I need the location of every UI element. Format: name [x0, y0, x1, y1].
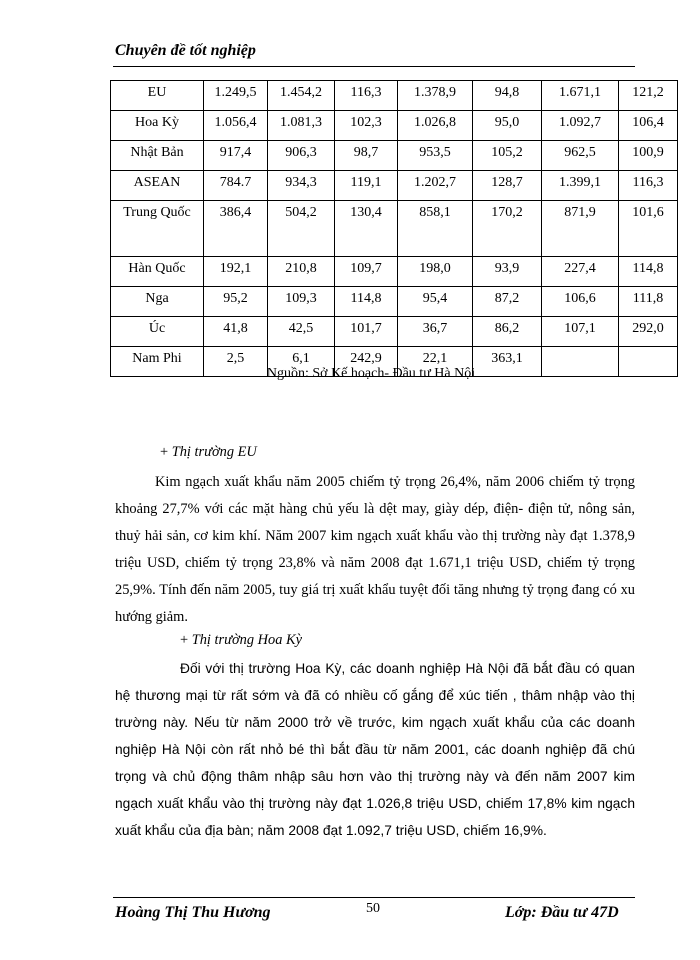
table-cell: 121,2: [619, 81, 678, 111]
table-row-label: EU: [111, 81, 204, 111]
heading-us-text: Thị trường Hoa Kỳ: [191, 632, 303, 648]
table-cell: 1.026,8: [398, 111, 473, 141]
heading-eu-text: Thị trường EU: [171, 444, 257, 460]
table-cell: 101,6: [619, 201, 678, 257]
table-cell: 114,8: [335, 287, 398, 317]
table-cell: 198,0: [398, 257, 473, 287]
table-cell: 101,7: [335, 317, 398, 347]
heading-us-market: [180, 632, 302, 649]
table-cell: 1.378,9: [398, 81, 473, 111]
table-cell: 1.454,2: [268, 81, 335, 111]
table-cell: 934,3: [268, 171, 335, 201]
table-cell: 100,9: [619, 141, 678, 171]
table-cell: 116,3: [619, 171, 678, 201]
table-source: Nguồn: Sở Kế hoạch- Đầu tư Hà Nội: [266, 366, 476, 381]
heading-eu-market: [160, 444, 257, 461]
table-cell: 106,6: [542, 287, 619, 317]
page-number: 50: [366, 901, 380, 916]
table-row-label: Nhật Bản: [111, 141, 204, 171]
table-cell: 36,7: [398, 317, 473, 347]
table-cell: 42,5: [268, 317, 335, 347]
table-cell: 95,2: [204, 287, 268, 317]
table-cell: 128,7: [473, 171, 542, 201]
table-cell: 962,5: [542, 141, 619, 171]
table-cell: 1.249,5: [204, 81, 268, 111]
table-cell: 106,4: [619, 111, 678, 141]
table-cell: 98,7: [335, 141, 398, 171]
table-cell: 858,1: [398, 201, 473, 257]
footer-class: Lớp: Đầu tư 47D: [505, 904, 619, 921]
heading-eu-bullet: +: [160, 444, 169, 460]
table-cell: 86,2: [473, 317, 542, 347]
table-cell: 1.399,1: [542, 171, 619, 201]
table-cell: 871,9: [542, 201, 619, 257]
table-cell: 109,3: [268, 287, 335, 317]
table-cell: 102,3: [335, 111, 398, 141]
table-cell: 6,1: [268, 347, 335, 377]
table-cell: 504,2: [268, 201, 335, 257]
table-cell: 114,8: [619, 257, 678, 287]
table-row: [111, 171, 678, 201]
table-cell: 119,1: [335, 171, 398, 201]
table-cell: 41,8: [204, 317, 268, 347]
table-row: [111, 287, 678, 317]
table-row: [111, 111, 678, 141]
table-cell: 1.092,7: [542, 111, 619, 141]
table-cell: 1.081,3: [268, 111, 335, 141]
table-row-label: Hoa Kỳ: [111, 111, 204, 141]
table-cell: 170,2: [473, 201, 542, 257]
table-cell: 116,3: [335, 81, 398, 111]
paragraph-us-market: Đối với thị trường Hoa Kỳ, các doanh nghiệp Hà Nội đã bắt đầu có quan hệ thương mại từ rất sớm và đã có nhiều cố gắng để xúc tiến , thâm nhập vào thị trường này. Nếu từ năm 2000 trở về trước, kim ngạch xuất khẩu của các doanh nghiệp Hà Nội còn rất nhỏ bé thì bắt đầu từ năm 2001, các doanh nghiệp đã chú trọng và chủ động thâm nhập sâu hơn vào thị trường này và đến năm 2007 kim ngạch xuất khẩu vào thị trường này đạt 1.026,8 triệu USD, chiếm 17,8% kim ngạch xuất khẩu của địa bàn; năm 2008 đạt 1.092,7 triệu USD, chiếm 16,9%.: [115, 661, 635, 838]
table-cell: 1.056,4: [204, 111, 268, 141]
table-cell: 906,3: [268, 141, 335, 171]
table-row: [111, 257, 678, 287]
table-row-label: Hàn Quốc: [111, 257, 204, 287]
table-cell: 363,1: [473, 347, 542, 377]
table-row: [111, 141, 678, 171]
table-row: [111, 81, 678, 111]
table-row-label: Nam Phi: [111, 347, 204, 377]
table-cell: 107,1: [542, 317, 619, 347]
export-market-table: [110, 80, 678, 377]
table-cell: 94,8: [473, 81, 542, 111]
table-cell: 192,1: [204, 257, 268, 287]
table-cell: 953,5: [398, 141, 473, 171]
table-cell: 1.202,7: [398, 171, 473, 201]
table-row-label: Nga: [111, 287, 204, 317]
table-cell: 130,4: [335, 201, 398, 257]
table-cell: 292,0: [619, 317, 678, 347]
table-row: [111, 317, 678, 347]
table-row: [111, 201, 678, 257]
footer-divider: [113, 897, 635, 898]
table-cell: 784.7: [204, 171, 268, 201]
table-cell: 1.671,1: [542, 81, 619, 111]
table-cell: 242,9: [335, 347, 398, 377]
table-cell: 917,4: [204, 141, 268, 171]
table-cell: 95,0: [473, 111, 542, 141]
table-cell: 105,2: [473, 141, 542, 171]
table-row-label: ASEAN: [111, 171, 204, 201]
table-cell: 95,4: [398, 287, 473, 317]
table-cell: 386,4: [204, 201, 268, 257]
table-cell: 111,8: [619, 287, 678, 317]
footer-author: Hoàng Thị Thu Hương: [115, 904, 271, 921]
table-cell: 87,2: [473, 287, 542, 317]
table-cell: 109,7: [335, 257, 398, 287]
table-cell: 210,8: [268, 257, 335, 287]
paragraph-eu-market: Kim ngạch xuất khẩu năm 2005 chiếm tỷ trọng 26,4%, năm 2006 chiếm tỷ trọng khoảng 27,7% với các mặt hàng chủ yếu là dệt may, giày dép, điện- điện tử, nông sản, thuỷ hải sản, cơ kim khí. Năm 2007 kim ngạch xuất khẩu vào thị trường này đạt 1.378,9 triệu USD, chiếm tỷ trọng 23,8% và năm 2008 đạt 1.671,1 triệu USD, chiếm tỷ trọng 25,9%. Tính đến năm 2005, tuy giá trị xuất khẩu tuyệt đối tăng nhưng tỷ trọng đang có xu hướng giảm.: [115, 474, 635, 625]
table-row-label: Trung Quốc: [111, 201, 204, 257]
page-header-title: Chuyên đề tốt nghiệp: [115, 42, 256, 59]
heading-us-bullet: +: [180, 632, 189, 648]
table-row-label: Úc: [111, 317, 204, 347]
table-cell: 2,5: [204, 347, 268, 377]
header-divider: [113, 66, 635, 67]
table-cell: 22,1: [398, 347, 473, 377]
table-cell: 227,4: [542, 257, 619, 287]
table-cell: 93,9: [473, 257, 542, 287]
